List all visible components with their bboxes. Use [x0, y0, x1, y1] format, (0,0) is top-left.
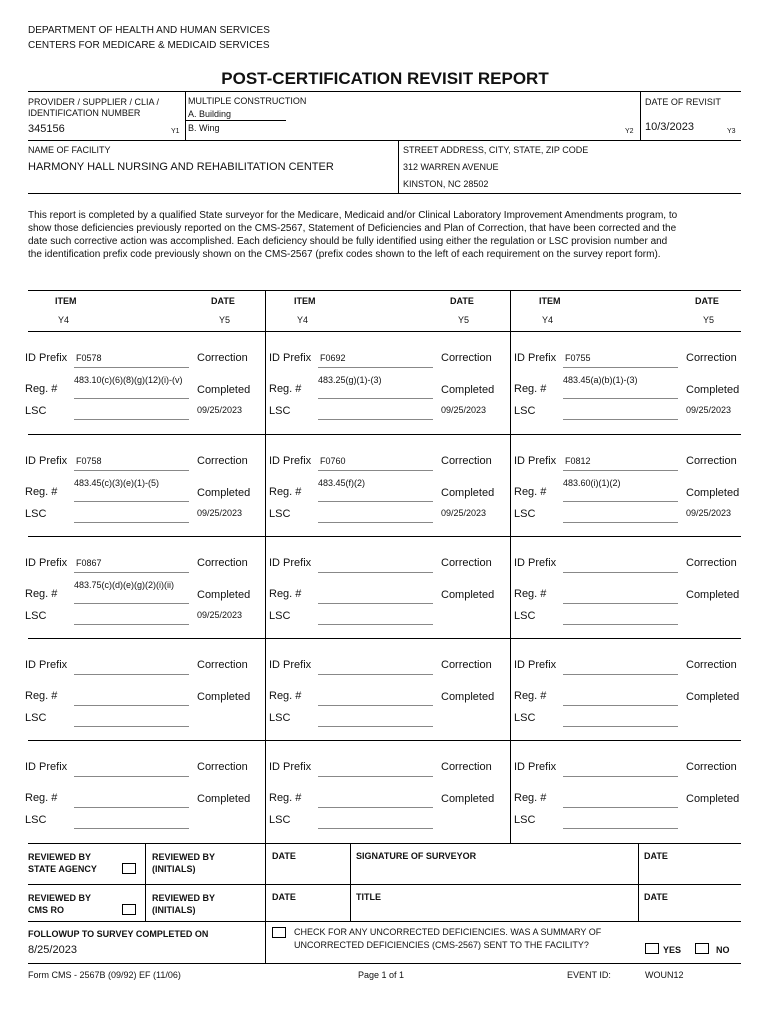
reg-label: Reg. # [269, 383, 302, 395]
signature-label: SIGNATURE OF SURVEYOR [356, 851, 477, 861]
lsc-label: LSC [25, 712, 47, 724]
reg-label: Reg. # [269, 486, 302, 498]
reg-value: 483.60(i)(1)(2) [563, 478, 621, 488]
reg-label: Reg. # [25, 690, 58, 702]
col-date-header: DATE [211, 296, 235, 306]
reg-label: Reg. # [25, 588, 58, 600]
id-prefix-label: ID Prefix [25, 352, 68, 364]
id-prefix-label: ID Prefix [514, 659, 557, 671]
provider-id-label: PROVIDER / SUPPLIER / CLIA / [28, 97, 160, 107]
lsc-label: LSC [514, 610, 536, 622]
yes-label: YES [663, 945, 682, 955]
col-item-code: Y4 [58, 315, 70, 325]
address-line1: 312 WARREN AVENUE [403, 162, 499, 172]
deficiency-cell [22, 638, 267, 741]
reg-label: Reg. # [269, 588, 302, 600]
completed-date: 09/25/2023 [197, 405, 243, 415]
lsc-label: LSC [269, 712, 291, 724]
id-prefix-label: ID Prefix [269, 455, 312, 467]
completed-date: 09/25/2023 [197, 610, 243, 620]
col-date-code: Y5 [219, 315, 231, 325]
correction-label: Correction [197, 352, 248, 364]
title-label: TITLE [356, 892, 381, 902]
intro-paragraph: This report is completed by a qualified State surveyor for the Medicare, Medicaid and/or Clinical Laboratory Improvement Amendments program, to show those deficiencies previously reported on the CMS-2567, Statement of Deficiencies and Plan of Correction, that have been corrected and the date such corrective action was accomplished. Each deficiency should be fully identified using either the regulation or LSC provision number and the identification prefix code previously shown on the CMS-2567 (prefix codes shown to the left of each requirement on the survey report form). [28, 210, 678, 260]
correction-label: Correction [441, 557, 492, 569]
id-prefix-value: F0755 [565, 353, 591, 363]
completed-label: Completed [441, 589, 495, 601]
correction-label: Correction [686, 557, 737, 569]
id-prefix-label: ID Prefix [269, 761, 312, 773]
date-label-2: DATE [644, 851, 668, 861]
lsc-label: LSC [514, 814, 536, 826]
date-label-3: DATE [272, 892, 296, 902]
id-prefix-label: ID Prefix [514, 455, 557, 467]
y3-code: Y3 [727, 128, 736, 135]
completed-label: Completed [197, 589, 251, 601]
completed-label: Completed [197, 793, 251, 805]
completed-label: Completed [441, 384, 495, 396]
event-id-label: EVENT ID: [567, 970, 611, 980]
deficiency-cell [511, 536, 756, 639]
correction-label: Correction [441, 352, 492, 364]
completed-date: 09/25/2023 [197, 508, 243, 518]
correction-label: Correction [686, 761, 737, 773]
deficiency-cell [511, 331, 756, 434]
correction-label: Correction [197, 557, 248, 569]
completed-label: Completed [686, 589, 740, 601]
completed-label: Completed [686, 384, 740, 396]
facility-name-value: HARMONY HALL NURSING AND REHABILITATION CENTER [28, 161, 334, 173]
completed-label: Completed [686, 691, 740, 703]
deficiency-cell [266, 331, 511, 434]
id-prefix-label: ID Prefix [269, 557, 312, 569]
deficiency-cell [266, 638, 511, 741]
no-label: NO [716, 945, 730, 955]
id-prefix-label: ID Prefix [25, 557, 68, 569]
date-of-revisit-label: DATE OF REVISIT [645, 97, 721, 107]
deficiency-cell [511, 740, 756, 843]
event-id-value: WOUN12 [645, 970, 684, 980]
reviewed-by-initials-label: REVIEWED BY (INITIALS) [152, 852, 216, 874]
id-prefix-label: ID Prefix [25, 455, 68, 467]
no-checkbox[interactable] [695, 943, 709, 954]
y1-code: Y1 [171, 128, 180, 135]
reviewed-by-initials-label-2: REVIEWED BY (INITIALS) [152, 893, 216, 915]
cms-ro-checkbox[interactable] [122, 904, 136, 915]
uncorrected-checkbox[interactable] [272, 927, 286, 938]
reg-label: Reg. # [514, 588, 547, 600]
reg-label: Reg. # [514, 486, 547, 498]
reg-label: Reg. # [269, 792, 302, 804]
reg-value: 483.10(c)(6)(8)(g)(12)(i)-(v) [74, 375, 183, 385]
correction-label: Correction [686, 352, 737, 364]
col-date-header: DATE [450, 296, 474, 306]
date-label-4: DATE [644, 892, 668, 902]
lsc-label: LSC [25, 814, 47, 826]
correction-label: Correction [441, 659, 492, 671]
lsc-label: LSC [269, 814, 291, 826]
reviewed-by-state-label: REVIEWED BY STATE AGENCY [28, 852, 97, 874]
deficiency-cell [266, 740, 511, 843]
col-item-header: ITEM [294, 296, 316, 306]
reg-label: Reg. # [269, 690, 302, 702]
col-item-code: Y4 [542, 315, 554, 325]
correction-label: Correction [197, 761, 248, 773]
col-date-header: DATE [695, 296, 719, 306]
reg-value: 483.45(a)(b)(1)-(3) [563, 375, 638, 385]
reg-value: 483.75(c)(d)(e)(g)(2)(i)(ii) [74, 580, 175, 590]
multiple-construction-label: MULTIPLE CONSTRUCTION [188, 96, 307, 106]
lsc-label: LSC [25, 405, 47, 417]
deficiency-cell [266, 434, 511, 537]
department-line: DEPARTMENT OF HEALTH AND HUMAN SERVICES [28, 25, 270, 36]
uncorrected-line2: UNCORRECTED DEFICIENCIES (CMS-2567) SENT TO THE FACILITY? [294, 940, 589, 950]
id-prefix-label: ID Prefix [514, 761, 557, 773]
deficiency-cell [22, 331, 267, 434]
state-agency-checkbox[interactable] [122, 863, 136, 874]
provider-id-value: 345156 [28, 123, 65, 135]
col-item-code: Y4 [297, 315, 309, 325]
correction-label: Correction [686, 659, 737, 671]
reg-value: 483.45(c)(3)(e)(1)-(5) [74, 478, 160, 488]
correction-label: Correction [441, 761, 492, 773]
page-number: Page 1 of 1 [358, 970, 405, 980]
deficiency-cell [22, 740, 267, 843]
lsc-label: LSC [269, 405, 291, 417]
id-prefix-value: F0760 [320, 456, 346, 466]
reg-value: 483.25(g)(1)-(3) [318, 375, 382, 385]
followup-label: FOLLOWUP TO SURVEY COMPLETED ON [28, 929, 209, 939]
reg-label: Reg. # [25, 383, 58, 395]
building-label: A. Building [188, 109, 232, 119]
lsc-label: LSC [269, 610, 291, 622]
correction-label: Correction [686, 455, 737, 467]
facility-name-label: NAME OF FACILITY [28, 145, 111, 155]
col-date-code: Y5 [703, 315, 715, 325]
lsc-label: LSC [514, 405, 536, 417]
completed-label: Completed [197, 691, 251, 703]
correction-label: Correction [441, 455, 492, 467]
id-prefix-value: F0758 [76, 456, 102, 466]
page-title: POST-CERTIFICATION REVISIT REPORT [221, 69, 549, 88]
completed-label: Completed [441, 793, 495, 805]
lsc-label: LSC [25, 610, 47, 622]
completed-label: Completed [441, 691, 495, 703]
deficiency-cell [266, 536, 511, 639]
id-prefix-value: F0692 [320, 353, 346, 363]
completed-label: Completed [197, 384, 251, 396]
lsc-label: LSC [25, 508, 47, 520]
reviewed-by-cms-label: REVIEWED BY CMS RO [28, 893, 92, 915]
id-prefix-label: ID Prefix [514, 352, 557, 364]
id-prefix-value: F0867 [76, 558, 102, 568]
lsc-label: LSC [514, 508, 536, 520]
yes-checkbox[interactable] [645, 943, 659, 954]
deficiency-cell [511, 434, 756, 537]
uncorrected-line1: CHECK FOR ANY UNCORRECTED DEFICIENCIES. WAS A SUMMARY OF [294, 927, 602, 937]
completed-date: 09/25/2023 [686, 405, 732, 415]
address-label: STREET ADDRESS, CITY, STATE, ZIP CODE [403, 145, 589, 155]
correction-label: Correction [197, 455, 248, 467]
col-item-header: ITEM [539, 296, 561, 306]
address-line2: KINSTON, NC 28502 [403, 179, 489, 189]
correction-label: Correction [197, 659, 248, 671]
id-prefix-label: ID Prefix [514, 557, 557, 569]
date-of-revisit-value: 10/3/2023 [645, 121, 694, 133]
date-label-1: DATE [272, 851, 296, 861]
deficiency-cell [22, 536, 267, 639]
reg-label: Reg. # [514, 690, 547, 702]
completed-label: Completed [686, 793, 740, 805]
lsc-label: LSC [514, 712, 536, 724]
col-item-header: ITEM [55, 296, 77, 306]
id-prefix-label: ID Prefix [269, 659, 312, 671]
deficiency-cell [22, 434, 267, 537]
followup-date: 8/25/2023 [28, 944, 77, 956]
completed-date: 09/25/2023 [441, 405, 487, 415]
y2-code: Y2 [625, 128, 634, 135]
completed-label: Completed [197, 487, 251, 499]
form-number: Form CMS - 2567B (09/92) EF (11/06) [28, 970, 181, 980]
provider-id-label-2: IDENTIFICATION NUMBER [28, 108, 141, 118]
completed-date: 09/25/2023 [441, 508, 487, 518]
id-prefix-label: ID Prefix [269, 352, 312, 364]
completed-date: 09/25/2023 [686, 508, 732, 518]
id-prefix-value: F0578 [76, 353, 102, 363]
reg-label: Reg. # [514, 383, 547, 395]
deficiency-cell [511, 638, 756, 741]
wing-label: B. Wing [188, 123, 220, 133]
id-prefix-label: ID Prefix [25, 761, 68, 773]
lsc-label: LSC [269, 508, 291, 520]
reg-label: Reg. # [25, 792, 58, 804]
reg-label: Reg. # [514, 792, 547, 804]
id-prefix-label: ID Prefix [25, 659, 68, 671]
id-prefix-value: F0812 [565, 456, 591, 466]
reg-label: Reg. # [25, 486, 58, 498]
completed-label: Completed [686, 487, 740, 499]
col-date-code: Y5 [458, 315, 470, 325]
centers-line: CENTERS FOR MEDICARE & MEDICAID SERVICES [28, 40, 270, 51]
completed-label: Completed [441, 487, 495, 499]
reg-value: 483.45(f)(2) [318, 478, 366, 488]
